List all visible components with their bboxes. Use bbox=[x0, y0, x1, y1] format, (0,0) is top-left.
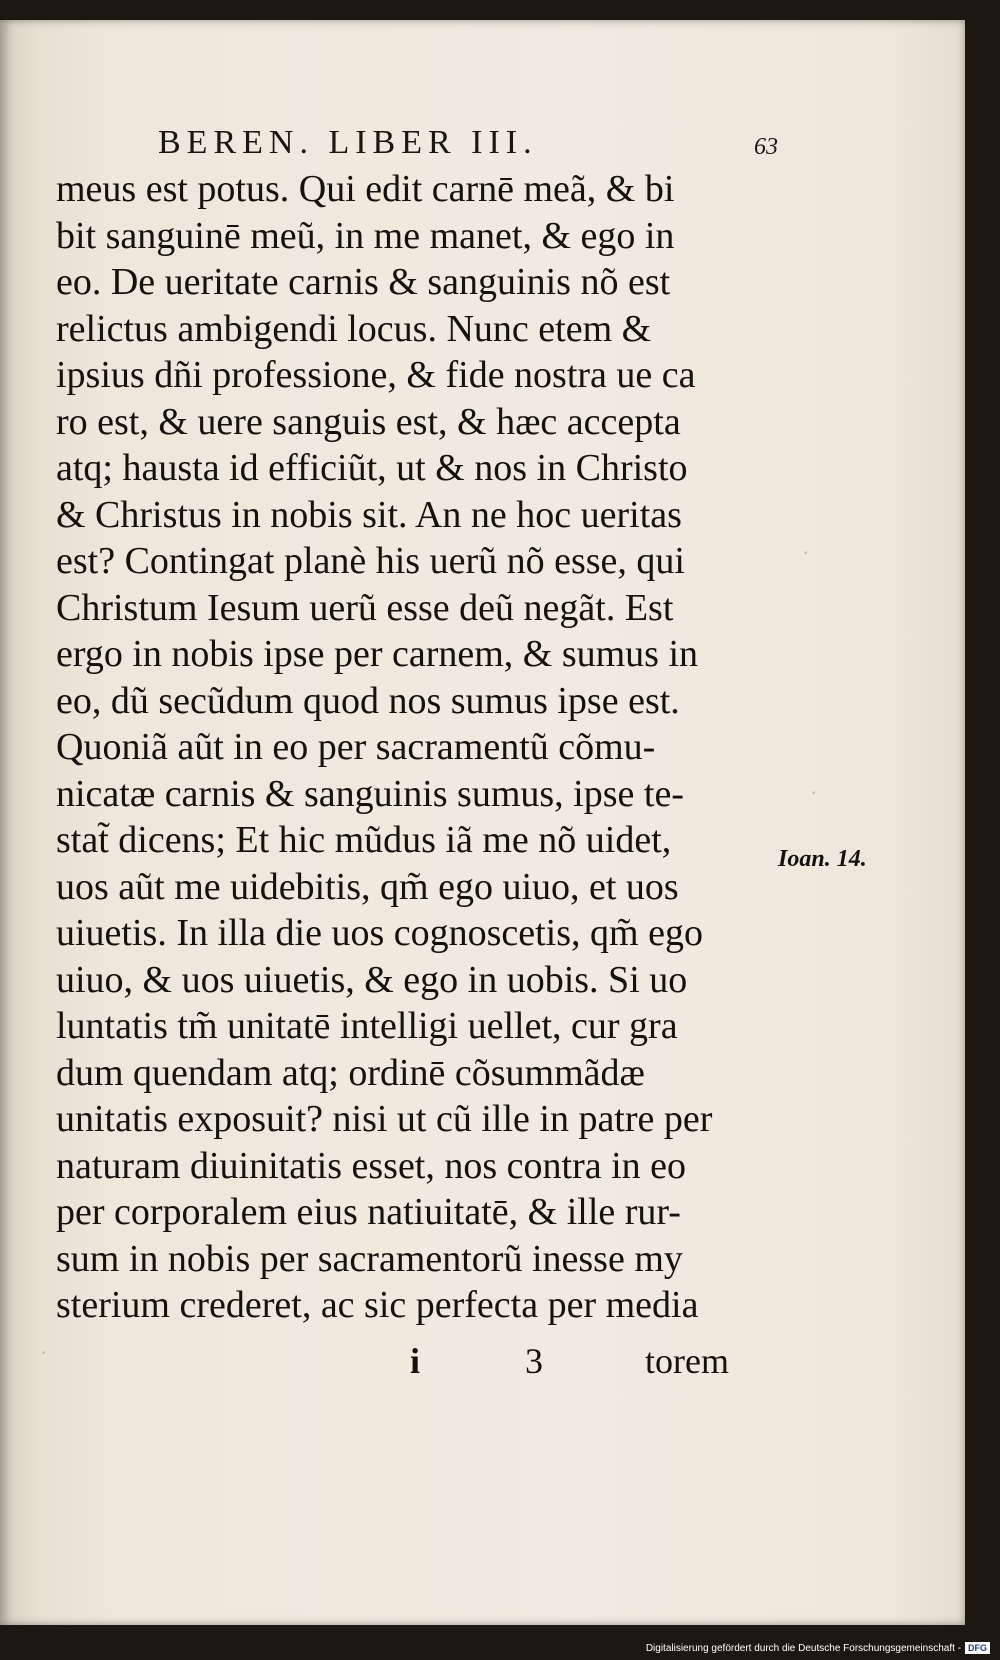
text-line: sum in nobis per sacramentorũ inesse my bbox=[56, 1237, 683, 1280]
signature-number: 3 bbox=[525, 1341, 543, 1381]
bleed-through-mark: · bbox=[802, 540, 810, 565]
text-line: eo, dũ secũdum quod nos sumus ipse est. bbox=[56, 679, 680, 722]
text-line: Christum Iesum uerũ esse deũ negãt. Est bbox=[56, 586, 674, 629]
credit-text: Digitalisierung gefördert durch die Deutsche Forschungsgemeinschaft - bbox=[645, 1642, 961, 1654]
marginal-note: Ioan. 14. bbox=[778, 846, 867, 872]
text-line: Quoniã aũt in eo per sacramentũ cõmu- bbox=[56, 726, 656, 768]
running-head: BEREN. LIBER III. bbox=[158, 124, 538, 161]
bleed-through-mark: · bbox=[40, 1340, 48, 1365]
dfg-logo-icon: DFG bbox=[965, 1642, 990, 1654]
text-line: ipsius dñi professione, & fide nostra ue ca bbox=[56, 354, 696, 396]
text-line: uos aũt me uidebitis, qm̃ ego uiuo, et uos bbox=[56, 865, 679, 908]
text-line: sterium crederet, ac sic perfecta per media bbox=[56, 1284, 699, 1326]
text-line: est? Contingat planè his uerũ nõ esse, qui bbox=[56, 540, 685, 582]
page-header bbox=[158, 120, 778, 168]
text-line: uiuo, & uos uiuetis, & ego in uobis. Si uo bbox=[56, 958, 688, 1001]
text-line: per corporalem eius natiuitatē, & ille rur- bbox=[56, 1191, 681, 1233]
text-line: dum quendam atq; ordinē cõsummãdæ bbox=[56, 1051, 645, 1094]
text-line: atq; hausta id efficiũt, ut & nos in Christo bbox=[56, 447, 688, 489]
folio-number: 63 bbox=[754, 134, 778, 160]
text-line: ergo in nobis ipse per carnem, & sumus in bbox=[56, 633, 699, 675]
text-line: relictus ambigendi locus. Nunc etem & bbox=[56, 307, 652, 350]
bleed-through-mark: · bbox=[810, 780, 818, 805]
text-line: unitatis exposuit? nisi ut cũ ille in patre per bbox=[56, 1098, 713, 1140]
digitization-credit bbox=[646, 1642, 990, 1654]
text-line: ro est, & uere sanguis est, & hæc accepta bbox=[56, 400, 681, 443]
page-footer bbox=[0, 1340, 1000, 1390]
body-text bbox=[56, 166, 776, 1329]
text-line: naturam diuinitatis esset, nos contra in eo bbox=[56, 1144, 687, 1187]
catchword: torem bbox=[645, 1341, 729, 1381]
text-line: uiuetis. In illa die uos cognoscetis, qm̃ ego bbox=[56, 912, 703, 954]
signature-mark: i bbox=[410, 1341, 421, 1381]
text-line: nicatæ carnis & sanguinis sumus, ipse te- bbox=[56, 772, 684, 815]
text-line: & Christus in nobis sit. An ne hoc ueritas bbox=[56, 493, 682, 536]
text-line: luntatis tm̃ unitatē intelligi uellet, cur gra bbox=[56, 1005, 678, 1047]
text-line: eo. De ueritate carnis & sanguinis nõ est bbox=[56, 261, 671, 303]
text-line: meus est potus. Qui edit carnē meã, & bi bbox=[56, 168, 675, 210]
text-line: stat̃ dicens; Et hic mũdus iã me nõ uidet, bbox=[56, 819, 672, 861]
text-line: bit sanguinē meũ, in me manet, & ego in bbox=[56, 214, 675, 257]
